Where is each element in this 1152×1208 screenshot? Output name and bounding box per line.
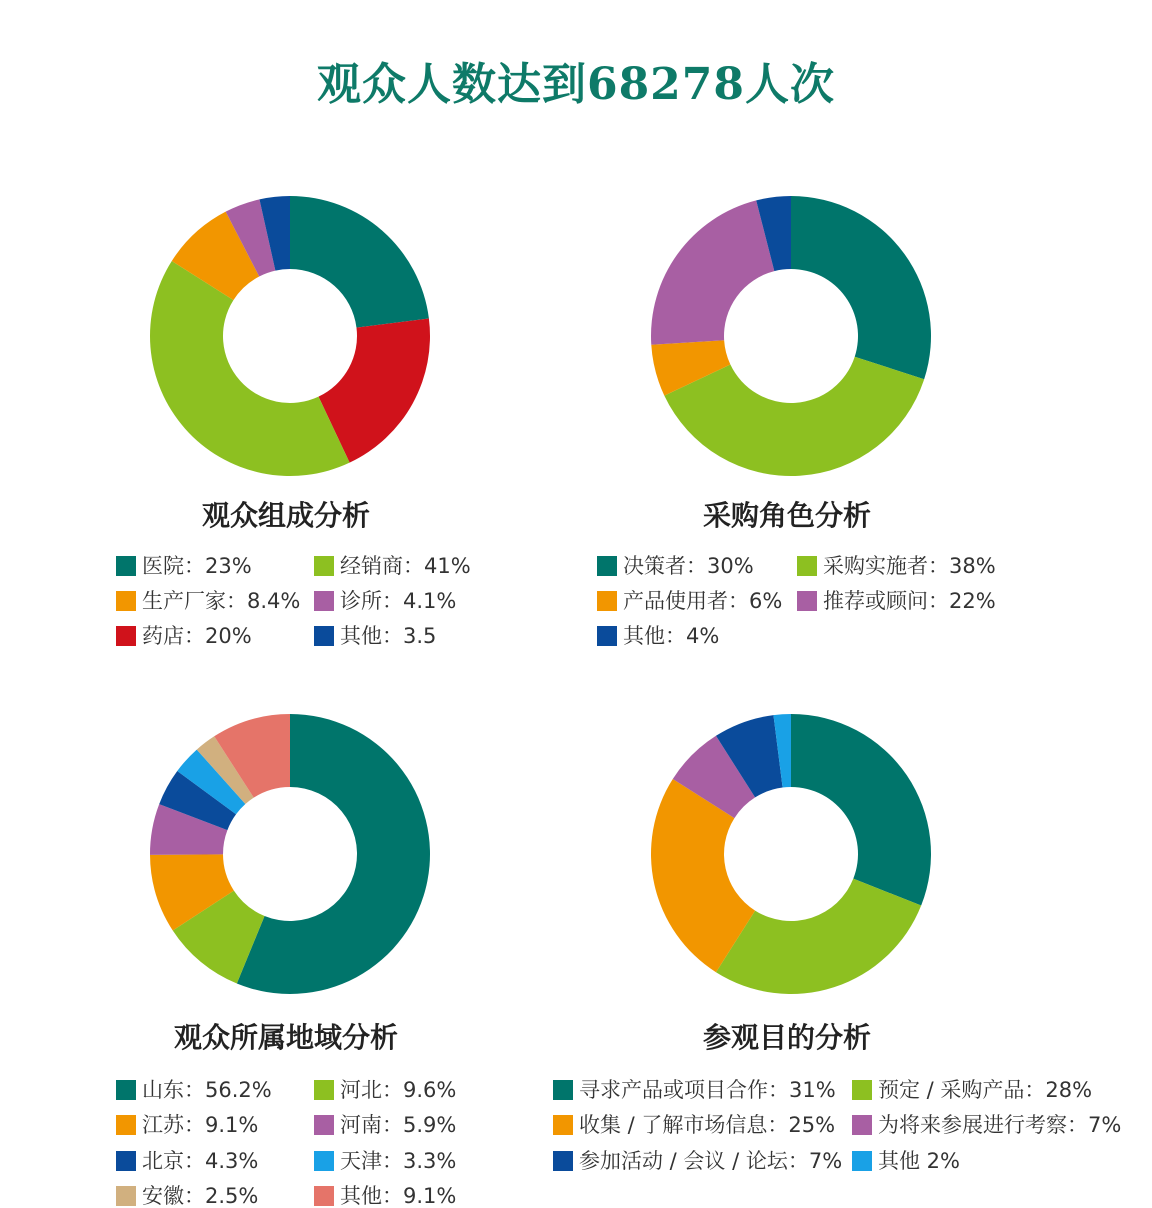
legend-swatch [553, 1080, 573, 1100]
chart-title-region: 观众所属地域分析 [173, 1021, 398, 1054]
donut-slice-寻求产品或项目合作 [791, 714, 931, 906]
legend-swatch [597, 626, 617, 646]
legend-swatch [314, 626, 334, 646]
legend-label: 为将来参展进行考察：7% [878, 1113, 1122, 1137]
legend-label: 药店：20% [142, 624, 252, 648]
donut-slice-决策者 [791, 196, 931, 379]
legend-label: 参加活动 / 会议 / 论坛：7% [579, 1149, 843, 1173]
donut-slice-医院 [290, 196, 429, 328]
legend-label: 其他：9.1% [340, 1184, 457, 1208]
legend-label: 北京：4.3% [142, 1149, 259, 1173]
legend-swatch [314, 1186, 334, 1206]
legend-swatch [314, 556, 334, 576]
legend-swatch [852, 1080, 872, 1100]
legend-label: 安徽：2.5% [142, 1184, 259, 1208]
donut-slice-经销商 [150, 261, 350, 476]
legend-label: 寻求产品或项目合作：31% [579, 1078, 836, 1102]
legend-label: 其他：3.5 [340, 624, 437, 648]
chart-title-purchasing-role: 采购角色分析 [702, 499, 871, 532]
legend-label: 天津：3.3% [340, 1149, 457, 1173]
legend-label: 诊所：4.1% [340, 589, 457, 613]
legend-swatch [852, 1151, 872, 1171]
donut-chart-region [140, 704, 440, 1004]
legend-label: 推荐或顾问：22% [823, 589, 996, 613]
donut-chart-audience-composition [140, 186, 440, 486]
legend-label: 其他 2% [878, 1149, 960, 1173]
legend-label: 经销商：41% [340, 554, 471, 578]
legend-label: 生产厂家：8.4% [142, 589, 301, 613]
donut-slice-推荐或顾问 [651, 200, 774, 344]
legend-label: 决策者：30% [623, 554, 754, 578]
legend-swatch [116, 626, 136, 646]
legend-swatch [314, 1080, 334, 1100]
legend-swatch [116, 1151, 136, 1171]
legend-swatch [116, 556, 136, 576]
legend-label: 产品使用者：6% [623, 589, 783, 613]
legend-swatch [116, 1080, 136, 1100]
chart-title-audience-composition: 观众组成分析 [201, 499, 370, 532]
legend-swatch [797, 591, 817, 611]
legend-swatch [597, 556, 617, 576]
legend-label: 河北：9.6% [340, 1078, 457, 1102]
legend-swatch [116, 591, 136, 611]
legend-swatch [553, 1115, 573, 1135]
legend-label: 其他：4% [623, 624, 720, 648]
legend-swatch [597, 591, 617, 611]
legend-label: 医院：23% [142, 554, 252, 578]
page-title: 观众人数达到68278人次 [316, 59, 836, 110]
legend-swatch [116, 1115, 136, 1135]
legend-swatch [314, 591, 334, 611]
chart-title-visit-purpose: 参观目的分析 [702, 1021, 871, 1054]
legend-label: 河南：5.9% [340, 1113, 457, 1137]
legend-swatch [852, 1115, 872, 1135]
legend-swatch [553, 1151, 573, 1171]
legend-swatch [314, 1115, 334, 1135]
legend-label: 江苏：9.1% [142, 1113, 259, 1137]
legend-label: 收集 / 了解市场信息：25% [579, 1113, 836, 1137]
legend-label: 采购实施者：38% [823, 554, 996, 578]
donut-slice-预定 / 采购产品 [716, 879, 921, 994]
donut-chart-visit-purpose [641, 704, 941, 1004]
legend-swatch [116, 1186, 136, 1206]
legend-swatch [797, 556, 817, 576]
legend-label: 预定 / 采购产品：28% [878, 1078, 1093, 1102]
donut-chart-purchasing-role [641, 186, 941, 486]
legend-swatch [314, 1151, 334, 1171]
legend-label: 山东：56.2% [142, 1078, 272, 1102]
